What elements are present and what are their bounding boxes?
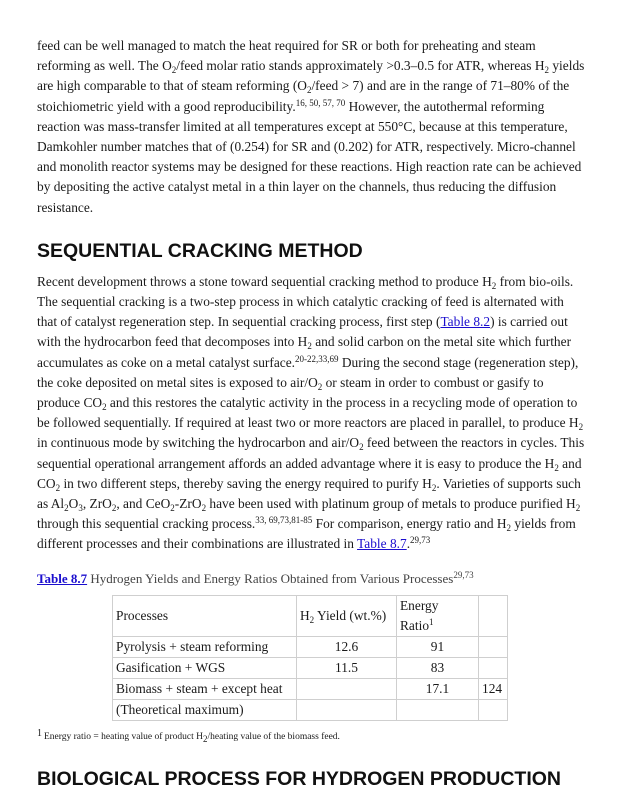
cell-energy: 91	[397, 636, 479, 657]
subscript: 2	[309, 614, 315, 625]
cell-yield	[297, 699, 397, 720]
text-span: /feed molar ratio stands approximately >0.3–0.5 for ATR, whereas H	[176, 58, 545, 74]
subscript: 2	[55, 482, 61, 493]
subscript: 2	[359, 442, 364, 453]
subscript: 2	[431, 482, 437, 493]
subscript: 3	[78, 503, 83, 514]
text-span: Energy ratio = heating value of product H	[44, 731, 203, 742]
citation-ref: 29,73	[410, 535, 431, 546]
footnote-marker: 1	[429, 616, 434, 627]
text-span: in continuous mode by switching the hydrocarbon and air/O	[37, 435, 360, 451]
cell-energy: 17.1	[397, 678, 479, 699]
cell-process: Pyrolysis + steam reforming	[113, 636, 297, 657]
table-8-2-link[interactable]: Table 8.2	[440, 314, 491, 330]
cell-extra: 124	[479, 678, 508, 699]
table-footnote	[37, 727, 585, 744]
text-span: from bio-oils. The sequential cracking is a two-step process in which catalytic cracking of feed is alternated with that of catalyst regeneration step. In sequential cracking process, first step (	[37, 273, 574, 330]
text-span: Recent development throws a stone toward sequential cracking method to produce H	[37, 273, 492, 289]
footnote-marker: 1	[37, 727, 42, 739]
text-span: /heating value of the biomass feed.	[207, 731, 340, 742]
table-caption	[37, 569, 585, 589]
subscript: 2	[544, 65, 550, 76]
subscript: 2	[170, 503, 175, 514]
cell-energy: 83	[397, 657, 479, 678]
citation-ref: 29,73	[453, 569, 474, 580]
section-heading-sequential-cracking: SEQUENTIAL CRACKING METHOD	[37, 239, 363, 262]
citation-ref: 33, 69,73,81-85	[255, 515, 313, 526]
header-extra	[479, 595, 508, 636]
text-span: However, the autothermal reforming reaction was mass-transfer limited at all temperatures except at 550°C, because at this temperature, Damkohler number matches that of (0.254) for SR and (0.202) for ATR, respectively. Micro-channel and monolith reactor systems may be designed for these reactions. High reaction rate can be achieved by depositing the active catalyst metal in a thin layer on the channels, thus reducing the diffusion resistance.	[37, 98, 582, 215]
citation-ref: 16, 50, 57, 70	[295, 97, 346, 108]
subscript: 2	[171, 65, 177, 76]
text-span: or steam in order to combust or gasify to produce CO	[37, 374, 544, 411]
cell-process: (Theoretical maximum)	[113, 699, 297, 720]
text-span: -ZrO	[174, 496, 202, 512]
cell-yield: 12.6	[297, 636, 397, 657]
table-row	[113, 636, 508, 657]
table-row	[113, 678, 508, 699]
paragraph-autothermal-reforming	[37, 36, 585, 218]
header-h2-yield	[297, 595, 397, 636]
subscript: 2	[306, 85, 312, 96]
table-row	[113, 657, 508, 678]
header-energy-ratio	[397, 595, 479, 636]
cell-extra	[479, 657, 508, 678]
cell-extra	[479, 636, 508, 657]
table-8-7-link[interactable]: Table 8.7	[357, 536, 407, 552]
cell-yield: 11.5	[297, 657, 397, 678]
text-span: and solid carbon on the metal site which further accumulates as coke on a metal catalyst surface.	[37, 334, 572, 370]
cell-energy	[397, 699, 479, 720]
text-span: yields from different processes and their combinations are illustrated in	[37, 516, 576, 552]
cell-extra	[479, 699, 508, 720]
subscript: 2	[202, 733, 208, 744]
subscript: 2	[554, 462, 559, 473]
text-span: , and CeO	[116, 496, 171, 512]
cell-process: Biomass + steam + except heat	[113, 678, 297, 699]
table-caption-label-link[interactable]: Table 8.7	[37, 570, 88, 586]
table-header-row	[113, 595, 508, 636]
text-span: in two different steps, thereby saving the energy required to purify H	[60, 475, 432, 491]
text-span: . Varieties of supports such as Al	[37, 475, 581, 512]
text-span: feed between the reactors in cycles. This sequential operational arrangement affords an added advantage where it is easy to produce the H	[37, 435, 585, 471]
hydrogen-yields-table	[112, 595, 508, 721]
text-span: O	[68, 496, 79, 512]
cell-yield	[297, 678, 397, 699]
subscript: 2	[578, 422, 584, 433]
citation-ref: 20-22,33,69	[295, 353, 339, 364]
text-span: /feed > 7) and are in the range of 71–80% of the stoichiometric yield with a good reproducibility.	[37, 78, 570, 114]
paragraph-sequential-cracking	[37, 272, 585, 555]
text-span: and CO	[37, 455, 582, 491]
text-span: feed can be well managed to match the heat required for SR or both for preheating and steam reforming as well. The O	[37, 38, 536, 74]
subscript: 2	[317, 381, 323, 392]
cell-process: Gasification + WGS	[113, 657, 297, 678]
text-span: H	[300, 607, 310, 623]
text-span: For comparison, energy ratio and H	[312, 516, 507, 532]
text-span: and this restores the catalytic activity in the process in a recycling mode of operation to be followed sequentially. If required at least two or more reactors are placed in parallel, to produce H	[37, 395, 579, 431]
text-span: ) is carried out with the hydrocarbon feed that decomposes into H	[37, 314, 568, 350]
subscript: 2	[201, 503, 207, 514]
subscript: 2	[64, 503, 69, 514]
subscript: 2	[491, 280, 497, 291]
text-span: .	[406, 536, 411, 552]
subscript: 2	[506, 523, 512, 534]
text-span: have been used with platinum group of metals to produce purified H	[206, 496, 576, 512]
table-caption-text: Hydrogen Yields and Energy Ratios Obtained from Various Processes	[87, 570, 454, 586]
subscript: 2	[307, 341, 312, 352]
subscript: 2	[111, 503, 117, 514]
subscript: 2	[575, 503, 581, 514]
section-heading-biological-process: BIOLOGICAL PROCESS FOR HYDROGEN PRODUCTION	[37, 767, 562, 790]
text-span: through this sequential cracking process.	[37, 516, 256, 532]
text-span: , ZrO	[82, 496, 112, 512]
text-span: Yield (wt.%)	[314, 607, 387, 623]
subscript: 2	[102, 402, 107, 413]
table-row	[113, 699, 508, 720]
text-span: yields are high comparable to that of steam reforming (O	[37, 58, 585, 94]
header-processes: Processes	[113, 595, 297, 636]
text-span: During the second stage (regeneration step), the coke deposited on metal sites is exposed to air/O	[37, 354, 579, 390]
text-span: Energy Ratio	[400, 597, 439, 633]
document-page	[37, 36, 585, 792]
